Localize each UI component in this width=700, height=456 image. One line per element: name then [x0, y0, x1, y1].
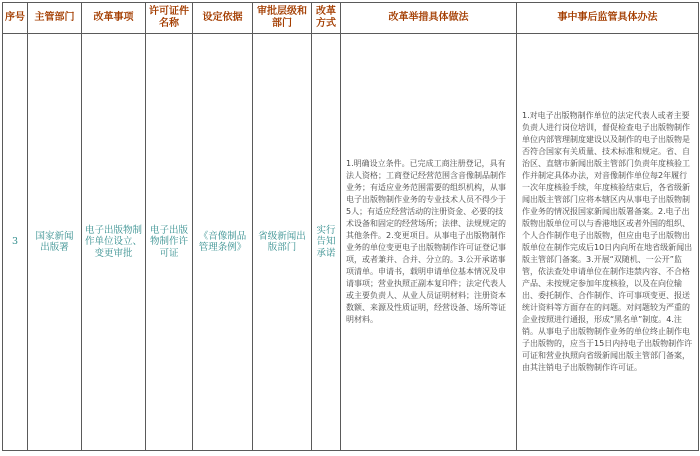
cell-dept: 国家新闻出版署: [28, 34, 82, 451]
reform-table: [2, 2, 699, 451]
header-item: 改革事项: [82, 3, 146, 34]
cell-license: 电子出版物制作许可证: [146, 34, 193, 451]
cell-item: 电子出版物制作单位设立、变更审批: [82, 34, 146, 451]
cell-basis: 《音像制品管理条例》: [193, 34, 253, 451]
table-row: [3, 34, 699, 451]
header-dept: 主管部门: [28, 3, 82, 34]
cell-method: 实行告知承诺: [312, 34, 341, 451]
header-level: 审批层级和部门: [253, 3, 312, 34]
cell-level: 省级新闻出版部门: [253, 34, 312, 451]
cell-measures: 1.明确设立条件。已完成工商注册登记，具有法人资格；工商登记经营范围含音像制品制作业务；有适应业务范围需要的组织机构，从事电子出版物制作业务的专业技术人员不得少于5人；有适应经营活动的注册资金、必要的技术设备和固定的经营场所；法律、法规规定的其他条件。2.变更项目。从事电子出版物制作业务的单位变更电子出版物制作许可证登记事项，或者兼并、合并、分立的。3.公开承诺事项清单。申请书，载明申请单位基本情况及申请事项；营业执照正副本复印件；法定代表人或主要负责人、从业人员证明材料；注册资本数额、来源及性质证明，经营设备、场所等证明材料。: [341, 34, 517, 451]
header-method: 改革方式: [312, 3, 341, 34]
header-basis: 设定依据: [193, 3, 253, 34]
cell-index: 3: [3, 34, 28, 451]
header-index: 序号: [3, 3, 28, 34]
cell-supervision: 1.对电子出版物制作单位的法定代表人或者主要负责人进行岗位培训，督促检查电子出版物制作单位内部管理制度建设以及制作的电子出版物是否符合国家有关质量、技术标准和规定。省、自治区、直辖市新闻出版主管部门负责年度核验工作并制定具体办法，对音像制作单位每2年履行一次年度核验手续，年度核验结束后，各省级新闻出版主管部门应将本辖区内从事电子出版物制作业务的情况报国家新闻出版署备案。2.电子出版物出版单位可以与香港地区或者外国的组织、个人合作制作电子出版物，但应由电子出版物出版单位在制作完成后10日内向所在地省级新闻出版主管部门备案。3.开展“双随机、一公开”监管，依法查处申请单位在制作违禁内容、不合格产品、未按规定参加年度核验，以及在向位输出、委托制作、合作制作、许可事项变更、报送统计资料等方面存在的问题。对问题较为严重的企业按照进行通报，形成“黑名单”制度。4.注销。从事电子出版物制作业务的单位终止制作电子出版物的，应当于15日内持电子出版物制作许可证和营业执照向省级新闻出版主管部门备案，由其注销电子出版物制作许可证。: [517, 34, 699, 451]
header-row: [3, 3, 699, 34]
header-supervision: 事中事后监管具体办法: [517, 3, 699, 34]
header-license: 许可证件名称: [146, 3, 193, 34]
header-measures: 改革举措具体做法: [341, 3, 517, 34]
